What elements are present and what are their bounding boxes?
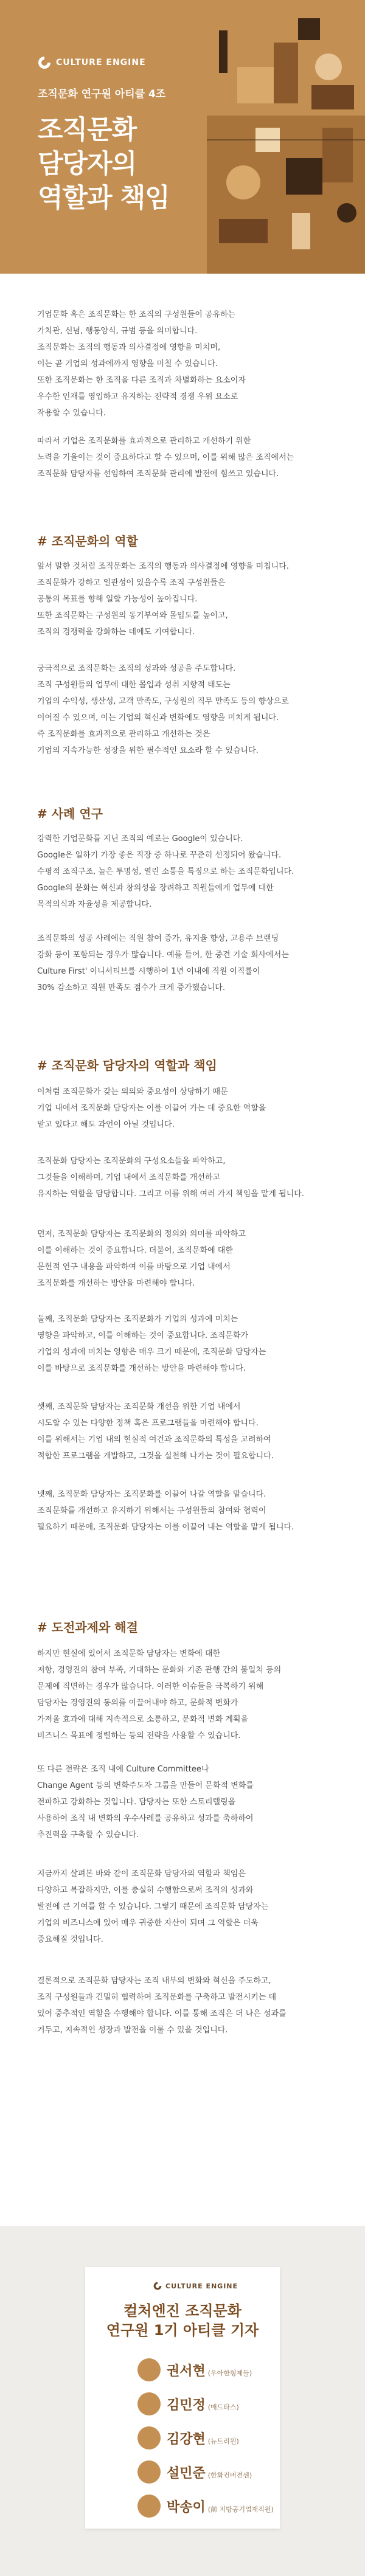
paragraph-line: 필요하기 때문에, 조직문화 담당자는 이를 이끌어 내는 역할을 맡게 됩니다. [37, 1523, 294, 1532]
section3-paragraph-2 [37, 1153, 341, 1202]
paragraph-line: 조직문화는 조직의 행동과 의사결정에 영향을 미치며, [37, 343, 221, 352]
writer-name: 권서현 [167, 2363, 206, 2379]
paragraph-line: 넷째, 조직문화 담당자는 조직문화를 이끌어 나갈 역할을 맡습니다. [37, 1490, 266, 1499]
avatar [137, 2460, 161, 2484]
avatar [137, 2358, 161, 2381]
paragraph-line: 먼저, 조직문화 담당자는 조직문화의 정의와 의미를 파악하고 [37, 1230, 246, 1239]
paragraph-line: 기업의 수익성, 생산성, 고객 만족도, 구성원의 직무 만족도 등의 향상으로 [37, 697, 289, 706]
culture-engine-logo-icon [38, 56, 51, 69]
paragraph-line: 30% 감소하고 직원 만족도 점수가 크게 증가했습니다. [37, 983, 225, 992]
paragraph-line: 조직문화가 강하고 일관성이 있을수록 조직 구성원들은 [37, 578, 226, 587]
section2-paragraph-1 [37, 831, 341, 913]
paragraph-line: 이를 바탕으로 조직문화를 개선하는 방안을 마련해야 합니다. [37, 1364, 246, 1373]
paragraph-line: 적합한 프로그램을 개발하고, 그것을 실천해 나가는 것이 필요합니다. [37, 1452, 274, 1461]
paragraph-line: 강화 등이 포함되는 경우가 많습니다. 예를 들어, 한 중견 기술 회사에서는 [37, 950, 289, 960]
hero-banner [0, 0, 365, 274]
paragraph-line: 가져올 효과에 대해 지속적으로 소통하고, 문화적 변화 계획을 [37, 1715, 249, 1724]
avatar [137, 2495, 161, 2518]
paragraph-line: 조직문화 담당자는 조직문화의 구성요소들을 파악하고, [37, 1157, 226, 1166]
paragraph-line: 가치관, 신념, 행동양식, 규범 등을 의미합니다. [37, 327, 198, 336]
paragraph-line: 다양하고 복잡하지만, 이를 충실히 수행함으로써 조직의 성과와 [37, 1886, 254, 1895]
paragraph-line: 문헌적 연구 내용을 파악하여 이를 바탕으로 기업 내에서 [37, 1262, 231, 1272]
paragraph-line: 이를 위해서는 기업 내의 현실적 여건과 조직문화의 특성을 고려하여 [37, 1435, 271, 1444]
section4-paragraph-3 [37, 1866, 341, 1948]
writer-entry [137, 2426, 239, 2450]
writer-name: 김강현 [167, 2431, 206, 2447]
writer-affiliation: (前 지방공기업재직원) [207, 2505, 274, 2513]
avatar [137, 2392, 161, 2415]
hero-subtitle: 조직문화 연구원 아티클 4조 [38, 88, 166, 100]
hero-title-line: 담당자의 [38, 149, 137, 179]
writer-name: 김민정 [167, 2397, 206, 2413]
paragraph-line: 기업문화 혹은 조직문화는 한 조직의 구성원들이 공유하는 [37, 310, 236, 319]
paragraph-line: Google은 일하기 가장 좋은 직장 중 하나로 꾸준히 선정되어 왔습니다. [37, 851, 282, 860]
section-heading-responsibilities: # 조직문화 담당자의 역할과 책임 [37, 1058, 217, 1073]
hero-title [38, 113, 170, 215]
paragraph-line: 영향을 파악하고, 이를 이해하는 것이 중요합니다. 조직문화가 [37, 1331, 249, 1340]
promo-title-line-2: 연구원 1기 아티클 기자 [106, 2322, 259, 2339]
section4-paragraph-4 [37, 1973, 341, 2038]
paragraph-line: 결론적으로 조직문화 담당자는 조직 내부의 변화와 혁신을 주도하고, [37, 1976, 271, 1986]
paragraph-line: 거두고, 지속적인 성장과 발전을 이룰 수 있을 것입니다. [37, 2026, 228, 2035]
section1-paragraph-2 [37, 660, 341, 759]
writer-name: 박송이 [167, 2499, 206, 2515]
section4-paragraph-2 [37, 1761, 341, 1843]
paragraph-line: Change Agent 등의 변화주도자 그룹을 만들어 문화적 변화를 [37, 1781, 254, 1790]
section3-paragraph-3 [37, 1226, 341, 1292]
paragraph-line: Google의 문화는 혁신과 창의성을 장려하고 직원들에게 업무에 대한 [37, 884, 274, 893]
paragraph-line: 담당자는 경영진의 동의를 이끌어내야 하고, 문화적 변화가 [37, 1698, 238, 1708]
section4-paragraph-1 [37, 1646, 341, 1744]
paragraph-line: 비즈니스 목표에 정렬하는 등의 전략을 사용할 수 있습니다. [37, 1731, 241, 1740]
writer-name: 설민준 [167, 2465, 206, 2481]
paragraph-line: 저항, 경영진의 참여 부족, 기대하는 문화와 기존 관행 간의 불일치 등의 [37, 1666, 282, 1675]
paragraph-line: 기업의 지속가능한 성장을 위한 필수적인 요소라 할 수 있습니다. [37, 746, 259, 755]
paragraph-line: 작용할 수 있습니다. [37, 409, 106, 418]
paragraph-line: 기업의 성과에 미치는 영향은 매우 크기 때문에, 조직문화 담당자는 [37, 1348, 266, 1357]
writer-entry [137, 2358, 252, 2381]
paragraph-line: 기업의 비즈니스에 있어 매우 귀중한 자산이 되며 그 역할은 더욱 [37, 1919, 259, 1928]
section-heading-role: # 조직문화의 역할 [37, 534, 138, 549]
paragraph-line: 또한 조직문화는 한 조직을 다른 조직과 차별화하는 요소이자 [37, 376, 246, 385]
writer-affiliation: (매드타스) [207, 2403, 239, 2411]
paragraph-line: 공통의 목표를 향해 일할 가능성이 높아집니다. [37, 595, 198, 604]
culture-engine-logo-icon [153, 2282, 162, 2290]
paragraph-line: 조직 구성원들과 긴밀히 협력하여 조직문화를 구축하고 발전시키는 데 [37, 1993, 277, 2002]
paragraph-line: 조직 구성원들의 업무에 대한 몰입과 성취 지향적 태도는 [37, 680, 231, 690]
paragraph-line: 또 다른 전략은 조직 내에 Culture Committee나 [37, 1765, 209, 1774]
paragraph-line: 추진력을 구축할 수 있습니다. [37, 1830, 139, 1840]
writer-affiliation: (뉴트리원) [207, 2437, 239, 2445]
paragraph-line: 발전에 큰 기여를 할 수 있습니다. 그렇기 때문에 조직문화 담당자는 [37, 1902, 269, 1911]
paragraph-line: 조직문화를 개선하고 유지하기 위해서는 구성원들의 참여와 협력이 [37, 1506, 266, 1515]
writer-entry [137, 2460, 252, 2484]
paragraph-line: 시도할 수 있는 다양한 정책 혹은 프로그램들을 마련해야 합니다. [37, 1419, 259, 1428]
paragraph-line: 문제에 직면하는 경우가 많습니다. 이러한 이슈들을 극복하기 위해 [37, 1682, 264, 1691]
paragraph-line: 유지하는 역할을 담당합니다. 그리고 이를 위해 여러 가지 책임을 맡게 됩니다. [37, 1189, 304, 1199]
writer-affiliation: (우아한형제들) [207, 2369, 252, 2377]
writer-entry [137, 2495, 274, 2518]
paragraph-line: Culture First' 이니셔티브를 시행하여 1년 이내에 직원 이직률이 [37, 967, 260, 976]
paragraph-line: 이는 곧 기업의 성과에까지 영향을 미칠 수 있습니다. [37, 359, 218, 369]
intro-paragraph-2 [37, 433, 341, 482]
writer-entry [137, 2392, 239, 2415]
hero-title-line: 조직문화 [38, 115, 137, 145]
brand-name: CULTURE ENGINE [56, 58, 146, 68]
paragraph-line: 지금까지 살펴본 바와 같이 조직문화 담당자의 역할과 책임은 [37, 1869, 246, 1878]
hero-title-line: 역할과 책임 [38, 183, 170, 213]
paragraph-line: 또한 조직문화는 구성원의 동기부여와 몰입도를 높이고, [37, 611, 228, 620]
paragraph-line: 맡고 있다고 해도 과언이 아닐 것입니다. [37, 1120, 175, 1129]
paragraph-line: 노력을 기울이는 것이 중요하다고 할 수 있으며, 이를 위해 많은 조직에서는 [37, 453, 294, 462]
brand-logo [38, 56, 146, 69]
avatar [137, 2426, 161, 2450]
promo-brand-logo [153, 2282, 238, 2290]
paragraph-line: 사용하여 조직 내 변화의 우수사례를 공유하고 성과를 축하하여 [37, 1814, 254, 1823]
promo-title-line-1: 컬처엔진 조직문화 [123, 2302, 242, 2319]
section-heading-challenges: # 도전과제와 해결 [37, 1620, 138, 1635]
paragraph-line: 수평적 조직구조, 높은 투명성, 열린 소통을 특징으로 하는 조직문화입니다. [37, 867, 294, 876]
paragraph-line: 궁극적으로 조직문화는 조직의 성과와 성공을 주도합니다. [37, 664, 236, 673]
paragraph-line: 강력한 기업문화를 지닌 조직의 예로는 Google이 있습니다. [37, 834, 243, 843]
paragraph-line: 기업 내에서 조직문화 담당자는 이를 이끌어 가는 데 중요한 역할을 [37, 1104, 266, 1113]
section2-paragraph-2 [37, 930, 341, 996]
paragraph-line: 즉 조직문화를 효과적으로 관리하고 개선하는 것은 [37, 730, 210, 739]
paragraph-line: 앞서 말한 것처럼 조직문화는 조직의 행동과 의사결정에 영향을 미칩니다. [37, 562, 289, 571]
intro-paragraph-1 [37, 306, 341, 421]
section-heading-case-study: # 사례 연구 [37, 806, 103, 821]
paragraph-line: 전파하고 강화하는 것입니다. 담당자는 또한 스토리텔링을 [37, 1798, 236, 1807]
section1-paragraph-1 [37, 558, 341, 640]
paragraph-line: 조직의 경쟁력을 강화하는 데에도 기여합니다. [37, 628, 195, 637]
paragraph-line: 우수한 인재를 영입하고 유지하는 전략적 경쟁 우위 요소로 [37, 392, 238, 401]
paragraph-line: 조직문화 담당자를 선임하여 조직문화 관리에 발전에 힘쓰고 있습니다. [37, 469, 279, 479]
writer-affiliation: (한화컨버젼센) [207, 2471, 252, 2479]
section3-paragraph-5 [37, 1399, 341, 1464]
paragraph-line: 이를 이해하는 것이 중요합니다. 더불어, 조직문화에 대한 [37, 1246, 233, 1255]
promo-brand-name: CULTURE ENGINE [165, 2282, 238, 2290]
paragraph-line: 이어질 수 있으며, 이는 기업의 혁신과 변화에도 영향을 미치게 됩니다. [37, 713, 279, 722]
paragraph-line: 조직문화를 개선하는 방안을 마련해야 합니다. [37, 1279, 195, 1288]
section3-paragraph-1 [37, 1084, 341, 1133]
section3-paragraph-4 [37, 1311, 341, 1377]
paragraph-line: 둘째, 조직문화 담당자는 조직문화가 기업의 성과에 미치는 [37, 1315, 238, 1324]
paragraph-line: 셋째, 조직문화 담당자는 조직문화 개선을 위한 기업 내에서 [37, 1402, 241, 1411]
paragraph-line: 이처럼 조직문화가 갖는 의의와 중요성이 상당하기 때문 [37, 1087, 228, 1096]
paragraph-line: 따라서 기업은 조직문화를 효과적으로 관리하고 개선하기 위한 [37, 437, 251, 446]
section3-paragraph-6 [37, 1486, 341, 1536]
paragraph-line: 하지만 현실에 있어서 조직문화 담당자는 변화에 대한 [37, 1649, 221, 1658]
paragraph-line: 중요해질 것입니다. [37, 1935, 103, 1944]
paragraph-line: 조직문화의 성공 사례에는 직원 참여 증가, 유지율 향상, 고용주 브랜딩 [37, 934, 279, 943]
hero-illustration [182, 0, 365, 274]
paragraph-line: 그것들을 이해하며, 기업 내에서 조직문화를 개선하고 [37, 1173, 221, 1182]
paragraph-line: 있어 중추적인 역할을 수행해야 합니다. 이를 통해 조직은 더 나은 성과를 [37, 2009, 287, 2018]
paragraph-line: 목적의식과 자율성을 제공합니다. [37, 900, 152, 909]
